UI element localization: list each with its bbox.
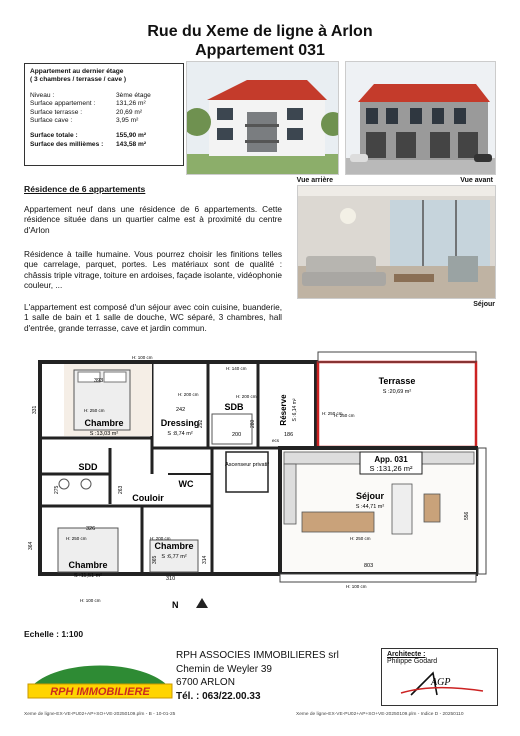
living-room-photo [297,185,496,299]
dimension-label: H: 250 cm [350,536,371,541]
room-label: Terrasse [378,376,416,386]
room-area: S :13,03 m² [89,431,119,437]
dimension-label: H: 200 cm [178,392,199,397]
architect-label: Architecte : [387,651,426,658]
dimension-label: H: 100 cm [80,598,101,603]
agency-name: RPH ASSOCIES IMMOBILIERES srl [176,650,339,661]
footer-right: Xeme de ligne-EX-VE-PU02+AP+SO+VE-20250109.plm - Indice D - 20250110 [296,712,464,717]
info-total-row [30,141,178,149]
description-paragraph-3: L'appartement est composé d'un séjour avec coin cuisine, buanderie, 1 salle de bain et 1 salle de douche, WC séparé, 3 chambres, hall d'entrée, grande terrasse, cave et jardin commun. [24,302,282,333]
room-label: Ascenseur privatif [225,462,269,468]
room-label: Réserve [279,394,288,426]
dimension-label: 242 [176,407,186,413]
dimension-label: 314 [202,555,208,564]
info-heading: Appartement au dernier étage [30,68,124,75]
info-total-row [30,132,178,140]
dimension-label: 331 [32,405,38,414]
room-label: SDD [78,462,98,472]
room-label: Chambre [154,541,194,551]
dimension-label: ecs [272,438,280,443]
info-key: Surface totale : [30,132,78,140]
scale-label: Echelle : 1:100 [24,629,84,639]
apartment-area: S :131,26 m² [369,464,413,473]
room-area: S :8,74 m² [167,431,193,437]
architect-box [381,648,498,706]
room-label: Chambre [68,560,108,570]
page-title: Rue du Xeme de ligne à Arlon [147,23,373,40]
dimension-label: 365 [152,555,158,564]
dimension-label: 186 [284,432,294,438]
info-row [30,92,178,100]
agency-info [176,649,339,703]
room-area: S :44,71 m² [355,504,385,510]
room-label: Séjour [355,491,385,501]
info-key: Surface terrasse : [30,108,83,116]
dimension-label: H: 200 cm [150,536,171,541]
dimension-label: 393 [94,378,104,384]
architect-name: Philippe Godard [387,658,438,665]
front-view-caption: Vue avant [460,177,493,184]
living-room-caption: Séjour [473,301,495,308]
room-label: SDB [224,402,244,412]
dimension-label: H: 140 cm [226,366,247,371]
info-row [30,100,178,108]
info-row [30,109,178,117]
dimension-label: 280 [250,419,256,428]
room-label: WC [178,479,194,489]
info-key: Surface cave : [30,117,73,125]
info-value: 3ème étage [116,91,151,99]
room-label: Dressing [160,418,200,428]
dimension-label: H: 250 cm [322,411,343,416]
floor-plan [22,344,500,608]
dimension-label: H: 200 cm [236,394,257,399]
info-value: 3,95 m² [116,117,139,125]
info-value: 131,26 m² [116,100,146,108]
info-box [24,63,184,166]
room-area: S :11,51 m² [73,573,103,579]
dimension-label: H: 100 cm [132,355,153,360]
rear-view-photo [186,61,339,175]
dimension-label: 310 [166,576,176,582]
room-label: Chambre [84,418,124,428]
room-area: S :20,69 m² [382,389,412,395]
dimension-label: H: 100 cm [346,584,367,589]
room-label: Couloir [132,493,164,503]
info-key: Surface des millièmes : [30,140,104,148]
dimension-label: 556 [464,511,470,520]
agency-phone[interactable]: Tél. : 063/22.00.33 [176,690,261,702]
dimension-label: H: 250 cm [66,536,87,541]
dimension-label: 803 [364,563,374,569]
page-subtitle: Appartement 031 [195,42,325,59]
apartment-label: App. 031 [374,455,408,464]
agency-street: Chemin de Weyler 39 [176,663,272,675]
room-area: S :6,77 m² [161,554,187,560]
north-arrow-icon [196,598,208,608]
info-value: 20,69 m² [116,108,143,116]
dimension-label: 200 [232,432,242,438]
agency-city: 6700 ARLON [176,677,235,688]
dimension-label: H: 250 cm [84,408,105,413]
info-heading-sub: ( 3 chambres / terrasse / cave ) [30,76,127,84]
dimension-label: 326 [86,526,96,532]
north-label: N [172,600,179,608]
agency-logo-text: RPH IMMOBILIERE [50,686,150,698]
info-value: 143,58 m² [116,140,147,148]
description-paragraph-2: Résidence à taille humaine. Vous pourrez choisir les finitions telles que carrelage, parquet, portes. Les matériaux sont de qualité : châssis triple vitrage, toiture en ardoises, façade isolante, vidéophonie couleur, ... [24,249,282,291]
dimension-label: H: 250 cm [334,413,355,418]
description-heading: Résidence de 6 appartements [24,184,146,194]
front-view-photo [345,61,496,175]
dimension-label: 292 [198,419,204,428]
footer-left: Xeme de ligne-EX-VE-PU02+AP+SO+VE-20250109.plm - B - 10-01-25 [24,712,176,717]
info-row [30,117,178,125]
dimension-label: 364 [28,541,34,550]
room-area: S :6,14 m² [292,398,298,422]
dimension-label: 263 [118,485,124,494]
info-key: Surface appartement : [30,100,96,108]
description-paragraph-1: Appartement neuf dans une résidence de 6 appartements. Cette résidence située dans un quartier calme est à proximité du centre d'Arlon [24,204,282,235]
agency-logo [26,650,174,706]
architect-logo-text: AGP [431,677,451,688]
rear-view-caption: Vue arrière [296,177,333,184]
info-value: 155,90 m² [116,132,147,140]
info-key: Niveau : [30,91,55,99]
dimension-label: 275 [54,485,60,494]
